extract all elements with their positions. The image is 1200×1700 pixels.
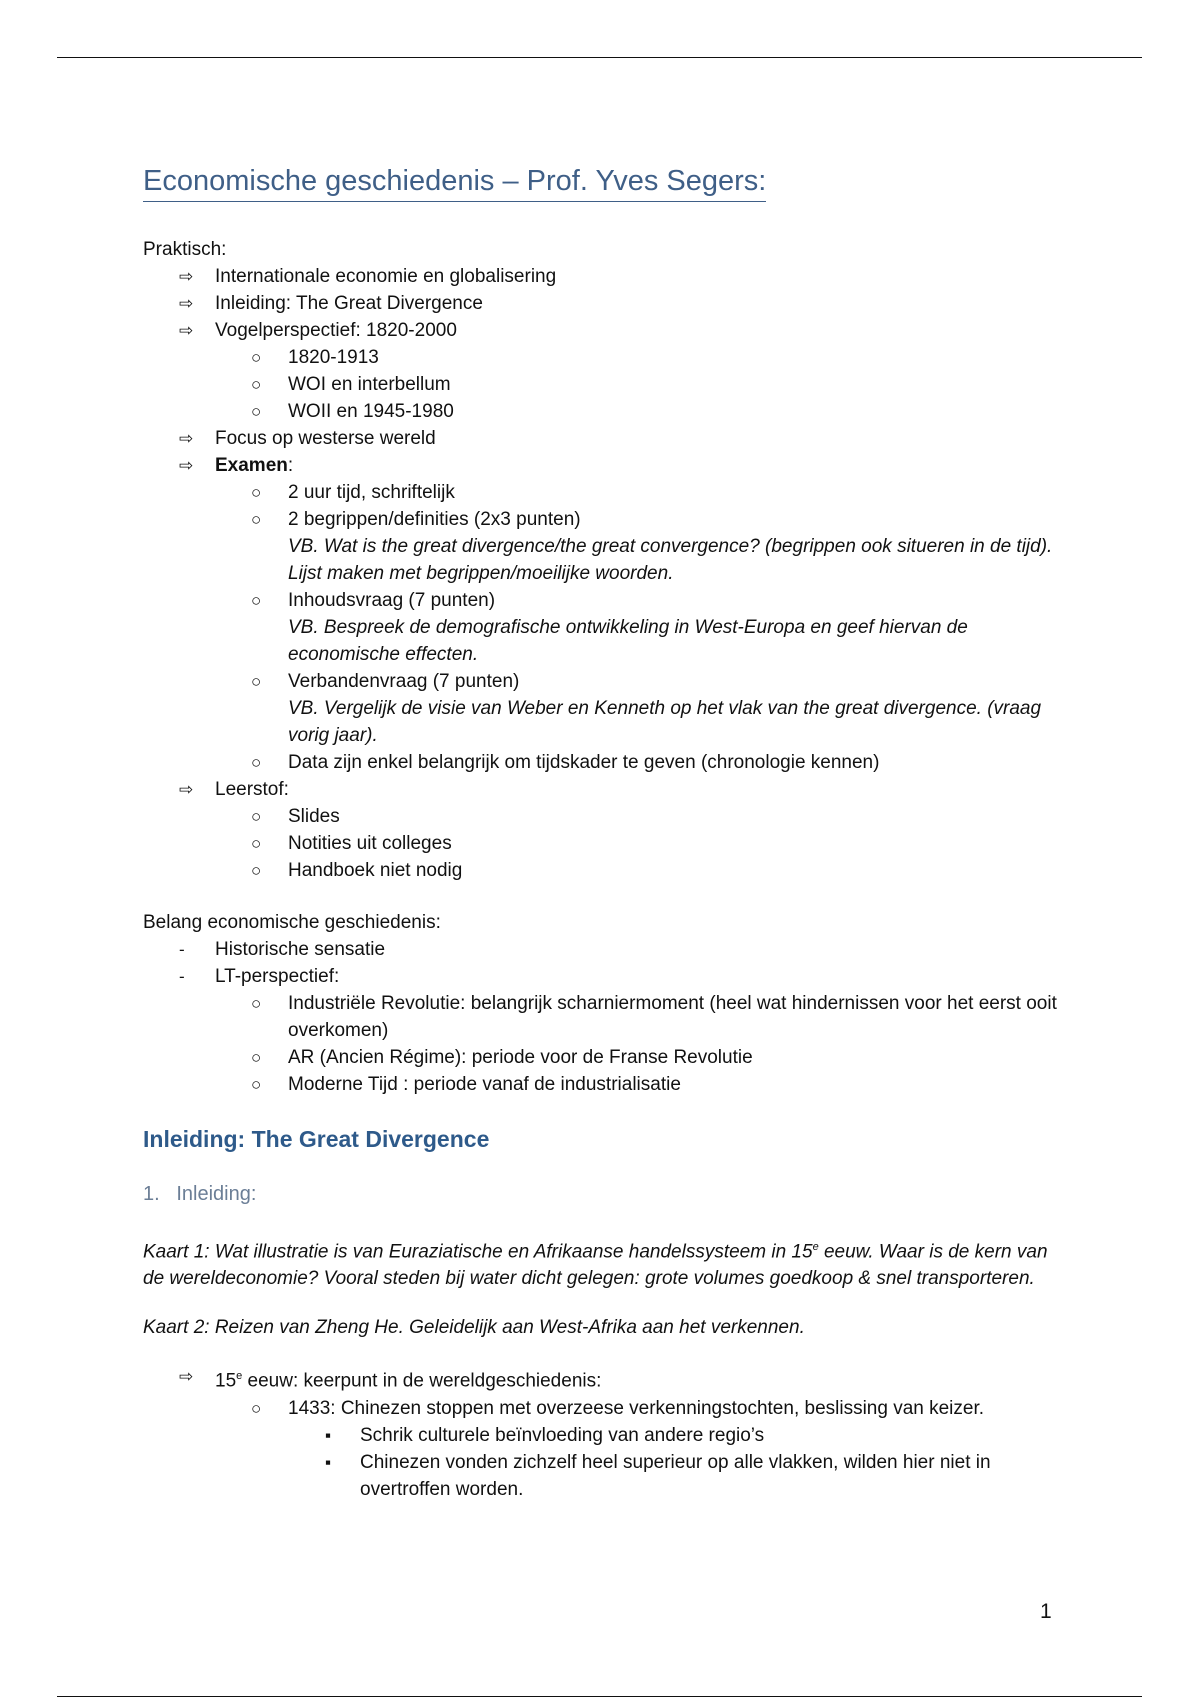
subsection-heading: 1. Inleiding: xyxy=(143,1183,257,1205)
list-item: ⇨ Inleiding: The Great Divergence xyxy=(143,290,1063,317)
list-item: ○ AR (Ancien Régime): periode voor de Franse Revolutie xyxy=(143,1044,1063,1071)
list-item: - LT-perspectief: xyxy=(143,963,1063,990)
list-item: ⇨ Internationale economie en globalisering xyxy=(143,263,1063,290)
list-item: ▪ Schrik culturele beïnvloeding van andere regio’s xyxy=(143,1422,1063,1449)
circle-bullet-icon: ○ xyxy=(251,375,262,394)
list-item: - Historische sensatie xyxy=(143,936,1063,963)
list-item: ○ Notities uit colleges xyxy=(143,830,1063,857)
praktisch-label: Praktisch: xyxy=(143,239,227,260)
list-item: ⇨ Focus op westerse wereld xyxy=(143,425,1063,452)
belang-label: Belang economische geschiedenis: xyxy=(143,912,441,933)
list-item: ⇨ 15e eeuw: keerpunt in de wereldgeschiedenis: xyxy=(143,1363,1063,1394)
list-item: ▪ Chinezen vonden zichzelf heel superieur op alle vlakken, wilden hier niet in overtroffen worden. xyxy=(143,1449,1063,1503)
list-item: ⇨ Examen: xyxy=(143,452,1063,479)
list-item: ⇨ Vogelperspectief: 1820-2000 xyxy=(143,317,1063,344)
arrow-bullet-icon: ⇨ xyxy=(179,1367,194,1387)
arrow-bullet-icon: ⇨ xyxy=(179,267,194,286)
section-heading: Inleiding: The Great Divergence xyxy=(143,1126,490,1152)
list-item: ○ WOI en interbellum xyxy=(143,371,1063,398)
document-page xyxy=(143,165,1063,1503)
square-bullet-icon: ▪ xyxy=(325,1425,332,1445)
list-item: ○ Slides xyxy=(143,803,1063,830)
kaart1-paragraph: Kaart 1: Wat illustratie is van Euraziatische en Afrikaanse handelssysteem in 15e eeuw. Waar is de kern van de wereldeconomie? Vooral steden bij water dicht gelegen: grote volumes goedkoop & snel transporteren. xyxy=(143,1241,1048,1290)
arrow-bullet-icon: ⇨ xyxy=(179,294,194,313)
circle-bullet-icon: ○ xyxy=(251,348,262,367)
footer-rule xyxy=(57,1696,1142,1697)
circle-bullet-icon: ○ xyxy=(251,1398,262,1418)
list-item: ⇨ Leerstof: xyxy=(143,776,1063,803)
list-item: ○ Verbandenvraag (7 punten) xyxy=(143,668,1063,695)
list-item: ○ 2 begrippen/definities (2x3 punten) xyxy=(143,506,1063,533)
list-item: ○ Handboek niet nodig xyxy=(143,857,1063,884)
circle-bullet-icon: ○ xyxy=(251,861,262,880)
circle-bullet-icon: ○ xyxy=(251,1048,262,1067)
list-item: ○ Industriële Revolutie: belangrijk scharniermoment (heel wat hindernissen voor het eerst ooit overkomen) xyxy=(143,990,1063,1044)
arrow-bullet-icon: ⇨ xyxy=(179,321,194,340)
list-item: ○ Moderne Tijd : periode vanaf de industrialisatie xyxy=(143,1071,1063,1098)
kaart2-paragraph: Kaart 2: Reizen van Zheng He. Geleidelijk aan West-Afrika aan het verkennen. xyxy=(143,1317,805,1339)
header-rule xyxy=(57,57,1142,58)
list-item: ○ Data zijn enkel belangrijk om tijdskader te geven (chronologie kennen) xyxy=(143,749,1063,776)
arrow-bullet-icon: ⇨ xyxy=(179,429,194,448)
example-text: VB. Wat is the great divergence/the great convergence? (begrippen ook situeren in de tijd). Lijst maken met begrippen/moeilijke woorden. xyxy=(288,536,1053,584)
circle-bullet-icon: ○ xyxy=(251,994,262,1013)
circle-bullet-icon: ○ xyxy=(251,672,262,691)
list-item: ○ WOII en 1945-1980 xyxy=(143,398,1063,425)
examen-label: Examen xyxy=(215,455,288,476)
dash-bullet-icon: - xyxy=(179,967,185,986)
list-item: ○ Inhoudsvraag (7 punten) xyxy=(143,587,1063,614)
circle-bullet-icon: ○ xyxy=(251,807,262,826)
arrow-bullet-icon: ⇨ xyxy=(179,456,194,475)
circle-bullet-icon: ○ xyxy=(251,591,262,610)
example-text: VB. Vergelijk de visie van Weber en Kenneth op het vlak van the great divergence. (vraag vorig jaar). xyxy=(288,698,1042,746)
circle-bullet-icon: ○ xyxy=(251,834,262,853)
list-item: ○ 2 uur tijd, schriftelijk xyxy=(143,479,1063,506)
dash-bullet-icon: - xyxy=(179,940,185,959)
document-title: Economische geschiedenis – Prof. Yves Segers: xyxy=(143,165,766,202)
page-number: 1 xyxy=(1040,1600,1052,1623)
example-text: VB. Bespreek de demografische ontwikkeling in West-Europa en geef hiervan de economische effecten. xyxy=(288,617,968,665)
arrow-bullet-icon: ⇨ xyxy=(179,780,194,799)
list-item: ○ 1820-1913 xyxy=(143,344,1063,371)
list-item: ○ 1433: Chinezen stoppen met overzeese verkenningstochten, beslissing van keizer. xyxy=(143,1395,1063,1422)
circle-bullet-icon: ○ xyxy=(251,753,262,772)
circle-bullet-icon: ○ xyxy=(251,510,262,529)
circle-bullet-icon: ○ xyxy=(251,483,262,502)
circle-bullet-icon: ○ xyxy=(251,1075,262,1094)
circle-bullet-icon: ○ xyxy=(251,402,262,421)
square-bullet-icon: ▪ xyxy=(325,1452,332,1472)
